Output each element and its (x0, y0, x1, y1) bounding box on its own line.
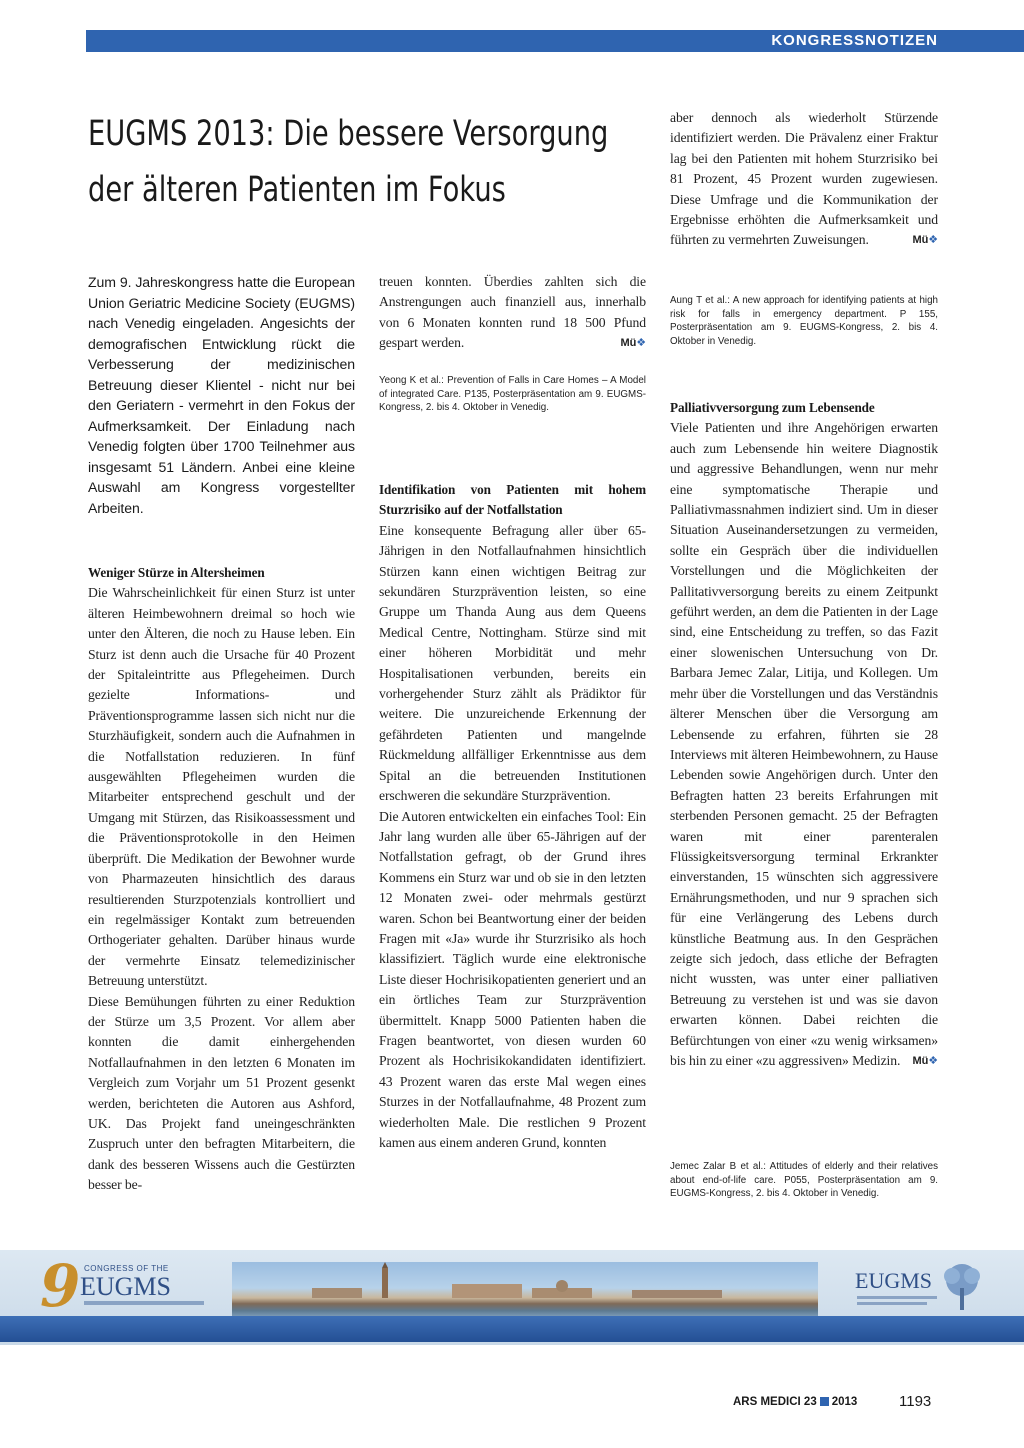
logo-name: EUGMS (855, 1268, 933, 1293)
paragraph: Eine konsequente Befragung aller über 65-Jährigen in den Notfallaufnahmen hinsichtlich Stürzen kann einen wichtigen Beitrag zur sekundären Sturzprävention leisten, so eine Gruppe um Thanda Aung aus dem Queens Medical Centre, Nottingham. Stürze sind mit einer höheren Morbidität und mehr Hospitalisationen verbunden, bereits ein vorhergehender Sturz zählt als Prädiktor für weitere. Die unzureichende Erkennung der gefährdeten Patienten und mangelnde Rückmeldung allfälliger Erkenntnisse aus dem Spital an die betreuenden Institutionen erschweren die sekundäre Sturzprävention. (379, 522, 646, 804)
logo-subline (857, 1296, 937, 1299)
column-3 (670, 108, 938, 251)
logo-number: 9 (40, 1252, 81, 1320)
logo-caption: CONGRESS OF THE (84, 1264, 169, 1273)
paragraph: Die Autoren entwickelten ein einfaches Tool: Ein Jahr lang wurden alle über 65-Jährigen auf der Notfallstation gefragt, ob der Grund ihres Kommens ein Sturz war und ob sie in den letzten 12 Monaten zwei- oder mehrmals gestürzt waren. Schon bei Beantwortung einer der beiden Fragen mit «Ja» wurde ihr Sturzrisiko als hoch klassifiziert. Täglich wurde eine elektronische Liste dieser Hochrisikopatienten generiert und an ein örtliches Team zur Sturzprävention übermittelt. Knapp 5000 Patienten haben die Fragen beantwortet, von diesen wurden 60 Prozent als Hochrisikokandidaten identifiziert. 43 Prozent waren das erste Mal wegen eines Sturzes in der Notfallaufnahme, 48 Prozent zum wiederholten Male. Die restlichen 9 Prozent kamen aus einem anderen Grund, konnten (379, 808, 646, 1150)
lead-paragraph: Zum 9. Jahreskongress hatte die European Union Geriatric Medicine Society (EUGMS) nach Venedig eingeladen. Angesichts der demografischen Entwicklung rückt die Verbesserung der medizinischen Betreuung dieser Klientel - nicht nur bei den Geriatern - vermehrt in den Fokus der Aufmerksamkeit. Der Einladung nach Venedig folgten über 1700 Teilnehmer aus insgesamt 51 Ländern. Anbei eine kleine Auswahl am Kongress vorgestellter Arbeiten. (88, 274, 355, 516)
title-line-2: der älteren Patienten im Fokus (88, 170, 506, 210)
diamond-dots-icon: ❖ (636, 337, 646, 350)
author-signature: Mü❖ (912, 234, 938, 247)
section-heading-emergency: Identifikation von Patienten mit hohem Sturzrisiko auf der Notfallstation (379, 482, 646, 518)
section-heading-palliative: Palliativversorgung zum Lebensende (670, 400, 875, 415)
logo-name: EUGMS (80, 1272, 172, 1301)
eugms-logo (855, 1262, 985, 1318)
reference-palliative: Jemec Zalar B et al.: Attitudes of elderly and their relatives about end-of-life care. P055, Posterpräsentation am 9. EUGMS-Kongress, 2. bis 4. Oktober in Venedig. (670, 1161, 938, 1200)
logo-subline (84, 1301, 204, 1305)
logo-subline (857, 1302, 927, 1305)
section-label: KONGRESSNOTIZEN (771, 32, 938, 49)
congress-logo (40, 1252, 210, 1320)
paragraph: treuen konnten. Überdies zahlten sich die Anstrengungen auch finanziell aus, innerhalb von 6 Monaten konnten rund 18 500 Pfund gespart werden. Mü❖ (379, 272, 646, 354)
paragraph: Viele Patienten und ihre Angehörigen erwarten auch zum Lebensende hin weitere Diagnostik und aggressive Behandlungen, wenn nur mehr eine symptomatische Therapie und Palliativmassnahmen indiziert sind. Um in dieser Situation Auseinandersetzungen zu vermeiden, sollte ein Gespräch über die individuellen Vorstellungen und die Möglichkeiten der Pallitativversorgung bereits zu einem Zeitpunkt geführt werden, an dem die Patienten in der Lage sind, eine Entscheidung zu treffen, so das Fazit einer slowenischen Untersuchung von Dr. Barbara Jemec Zalar, Litija, und Kollegen. Um mehr über die Vorstellungen und das Verständnis älterer Menschen über die Versorgung am Lebensende zu erfahren, führten sie 28 Interviews mit älteren Heimbewohnern, zu Hause Lebenden sowie Angehörigen durch. Unter den Befragten hatten 23 bereits Erfahrungen mit sterbenden Personen gemacht. 25 der Befragten waren mit einer parenteralen Flüssigkeitsversorgung terminal Erkrankter einverstanden, 15 wünschten sich aggressivere Ernährungsmethoden, und nur 9 sprachen sich für eine Verlängerung des Lebens durch künstliche Beatmung aus. In den Gesprächen zeigte sich jedoch, dass etliche der Befragten nicht wussten, was unter einer palliativen Betreuung zu verstehen ist und was sie davon erwarten können. Dabei reichten die Befürchtungen von einer «zu wenig wirksamen» bis hin zu einer «zu aggressiven» Medizin. Mü❖ (670, 418, 938, 1071)
article-title (88, 106, 609, 218)
diamond-dots-icon: ❖ (928, 1055, 938, 1067)
paragraph: Diese Bemühungen führten zu einer Reduktion der Stürze um 3,5 Prozent. Vor allem aber konnten die damit einhergehenden Notfallaufnahmen in den letzten 6 Monaten im Vergleich zum Vorjahr um 51 Prozent gesenkt werden, berichteten die Autoren aus Ashford, UK. Das Projekt fand uneingeschränkten Zuspruch unter den befragten Mitarbeitern, die dank des besseren Wissens auch die Gestürzten besser be- (88, 993, 355, 1193)
journal-issue: ARS MEDICI 23 2013 (733, 1396, 858, 1408)
author-signature: Mü❖ (912, 1055, 938, 1067)
square-bullet-icon (820, 1397, 829, 1406)
venice-skyline-icon (232, 1262, 818, 1320)
section-heading-falls: Weniger Stürze in Altersheimen (88, 565, 265, 580)
author-signature: Mü❖ (620, 337, 646, 350)
diamond-dots-icon: ❖ (928, 234, 938, 247)
page-number: 1193 (899, 1393, 932, 1410)
reference-emergency: Aung T et al.: A new approach for identifying patients at high risk for falls in emergency department. P 155, Posterpräsentation am 9. EUGMS-Kongress, 2. bis 4. Oktober in Venedig. (670, 295, 938, 347)
column-2-section (379, 480, 646, 1153)
reference-falls: Yeong K et al.: Prevention of Falls in Care Homes – A Model of integrated Care. P135, Posterpräsentation am 9. EUGMS-Kongress, 2. bis 4. Oktober in Venedig. (379, 375, 646, 414)
title-line-1: EUGMS 2013: Die bessere Versorgung (88, 114, 609, 154)
paragraph: aber dennoch als wiederholt Stürzende identifiziert werden. Die Prävalenz einer Fraktur lag bei den Patienten mit hohem Sturzrisiko bei 81 Prozent, 45 Prozent wurden zugewiesen. Diese Umfrage und die Kommunikation der Ergebnisse erhöhten die Aufmerksamkeit und führten zu vermehrten Zuweisungen. Mü❖ (670, 108, 938, 251)
paragraph: Die Wahrscheinlichkeit für einen Sturz ist unter älteren Heimbewohnern dreimal so hoch wie unter den Älteren, die noch zu Hause leben. Ein Sturz ist denn auch die Ursache für 40 Prozent der Spitaleintritte aus Pflegeheimen. Durch gezielte Informations- und Präventionsprogramme lassen sich nicht nur die Sturzhäufigkeit, sondern auch die Aufnahmen in die Notfallstation reduzieren. In fünf ausgewählten Pflegeheimen wurden die Mitarbeiter entsprechend geschult und der Umgang mit Stürzen, das Risikoassessment und die Präventionsprotokolle in den Heimen überprüft. Die Medikation der Bewohner wurde von Pharmazeuten hinsichtlich des daraus resultierenden Sturzpotenzials kontrolliert und ein regelmässiger Kontakt zum betreuenden Orthogeriater gehalten. Darüber hinaus wurde der vermehrte Einsatz telemedizinischer Betreuung unterstützt. (88, 585, 355, 989)
venice-panorama-image (232, 1262, 818, 1320)
banner-bottom-band (0, 1316, 1024, 1342)
tree-icon (939, 1262, 985, 1314)
column-2 (379, 272, 646, 354)
column-3-section (670, 398, 938, 1071)
column-1 (88, 563, 355, 1196)
